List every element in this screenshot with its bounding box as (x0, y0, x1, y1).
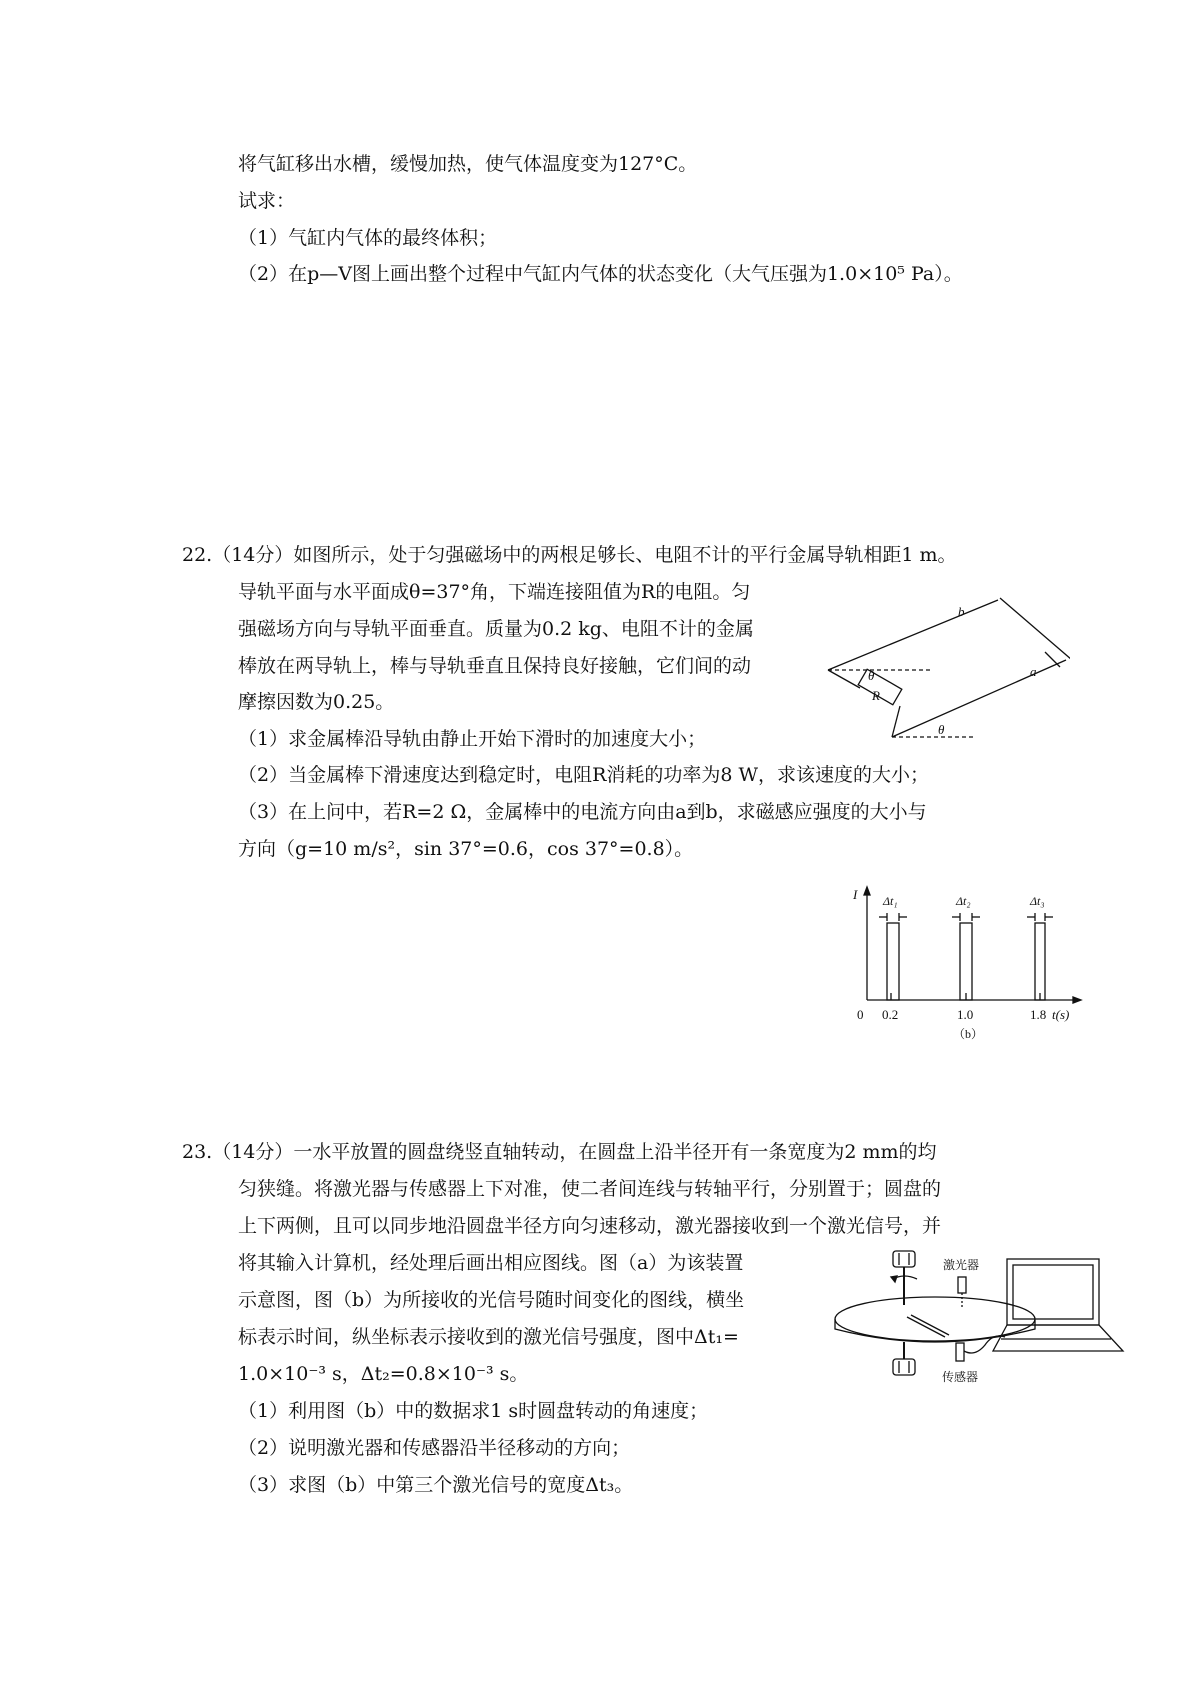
q23-stem-line-3: 上下两侧，且可以同步地沿圆盘半径方向匀速移动，激光器接收到一个激光信号，并 (238, 1215, 942, 1237)
disk-top (835, 1297, 1035, 1341)
q21-subquestion-1: （1）气缸内气体的最终体积； (238, 227, 498, 249)
dt3-label: Δt₃ (1030, 894, 1045, 908)
tick-label-0-2: 0.2 (882, 1007, 899, 1022)
q22-stem-line-2: 导轨平面与水平面成θ=37°角，下端连接阻值为R的电阻。匀 (238, 581, 751, 603)
pulse-2 (960, 923, 972, 1000)
bearing-bottom (893, 1359, 915, 1375)
rod-a (1045, 652, 1060, 667)
q23-stem-line-5: 示意图，图（b）为所接收的光信号随时间变化的图线，横坐 (238, 1289, 745, 1311)
label-theta-2: θ (938, 722, 945, 737)
pulse-3 (1035, 923, 1045, 1000)
label-sensor: 传感器 (942, 1370, 979, 1384)
dt2-label: Δt₂ (956, 894, 971, 908)
label-a: a (1030, 664, 1037, 679)
laser-device (958, 1277, 966, 1293)
label-theta-1: θ (868, 668, 875, 683)
q23-stem-line-7: 1.0×10⁻³ s，Δt₂=0.8×10⁻³ s。 (238, 1363, 529, 1385)
bearing-top (893, 1251, 915, 1267)
upper-rail (828, 600, 998, 670)
q23-stem-line-1: 23.（14分）一水平放置的圆盘绕竖直轴转动，在圆盘上沿半径开有一条宽度为2 mm的均 (182, 1141, 937, 1163)
q23-subquestion-3: （3）求图（b）中第三个激光信号的宽度Δt₃。 (238, 1474, 634, 1496)
y-axis-arrow (864, 887, 870, 895)
figure-caption-b: （b） (953, 1027, 984, 1041)
q23-stem-line-4: 将其输入计算机，经处理后画出相应图线。图（a）为该装置 (238, 1252, 744, 1274)
q22-subquestion-3: （3）在上问中，若R=2 Ω，金属棒中的电流方向由a到b，求磁感应强度的大小与 (238, 801, 927, 823)
q21-line-1: 将气缸移出水槽，缓慢加热，使气体温度变为127°C。 (238, 153, 698, 175)
q22-stem-line-1: 22.（14分）如图所示，处于匀强磁场中的两根足够长、电阻不计的平行金属导轨相距1 m。 (182, 544, 957, 566)
sensor-device (956, 1343, 964, 1361)
lower-rail (892, 660, 1066, 737)
rod-b-top (1000, 598, 1070, 660)
disk-apparatus-diagram (825, 1247, 1125, 1387)
tick-label-0: 0 (857, 1007, 864, 1022)
x-axis-label: t(s) (1052, 1007, 1070, 1022)
y-axis-label: I (853, 887, 858, 902)
q22-stem-line-5: 摩擦因数为0.25。 (238, 691, 395, 713)
slit-2 (911, 1315, 949, 1335)
q21-line-2: 试求： (238, 190, 296, 212)
laptop-screen (1007, 1259, 1099, 1325)
q22-subquestion-3-cont: 方向（g=10 m/s²，sin 37°=0.6，cos 37°=0.8）。 (238, 838, 694, 860)
q21-subquestion-2: （2）在p—V图上画出整个过程中气缸内气体的状态变化（大气压强为1.0×10⁵ Pa）。 (238, 263, 963, 285)
label-b: b (958, 604, 965, 619)
q22-subquestion-2: （2）当金属棒下滑速度达到稳定时，电阻R消耗的功率为8 W，求该速度的大小； (238, 764, 930, 786)
x-axis-arrow (1073, 997, 1081, 1003)
label-laser: 激光器 (943, 1258, 980, 1272)
tick-label-1-8: 1.8 (1030, 1007, 1047, 1022)
q23-subquestion-2: （2）说明激光器和传感器沿半径移动的方向； (238, 1437, 631, 1459)
resistor-symbol (858, 669, 902, 705)
q23-stem-line-6: 标表示时间，纵坐标表示接收到的激光信号强度，图中Δt₁= (238, 1326, 739, 1348)
dt1-label: Δt₁ (883, 894, 898, 908)
q22-subquestion-1: （1）求金属棒沿导轨由静止开始下滑时的加速度大小； (238, 728, 707, 750)
tick-label-1-0: 1.0 (957, 1007, 974, 1022)
signal-pulse-graph (845, 885, 1085, 1045)
slit-1 (907, 1317, 945, 1337)
laptop-base (993, 1325, 1123, 1351)
q23-stem-line-2: 匀狭缝。将激光器与传感器上下对准，使二者间连线与转轴平行，分别置于；圆盘的 (238, 1178, 942, 1200)
q22-stem-line-3: 强磁场方向与导轨平面垂直。质量为0.2 kg、电阻不计的金属 (238, 618, 754, 640)
inclined-rails-diagram (820, 592, 1070, 742)
q22-stem-line-4: 棒放在两导轨上，棒与导轨垂直且保持良好接触，它们间的动 (238, 655, 752, 677)
label-R: R (872, 688, 880, 703)
pulse-1 (887, 923, 899, 1000)
q23-subquestion-1: （1）利用图（b）中的数据求1 s时圆盘转动的角速度； (238, 1400, 709, 1422)
